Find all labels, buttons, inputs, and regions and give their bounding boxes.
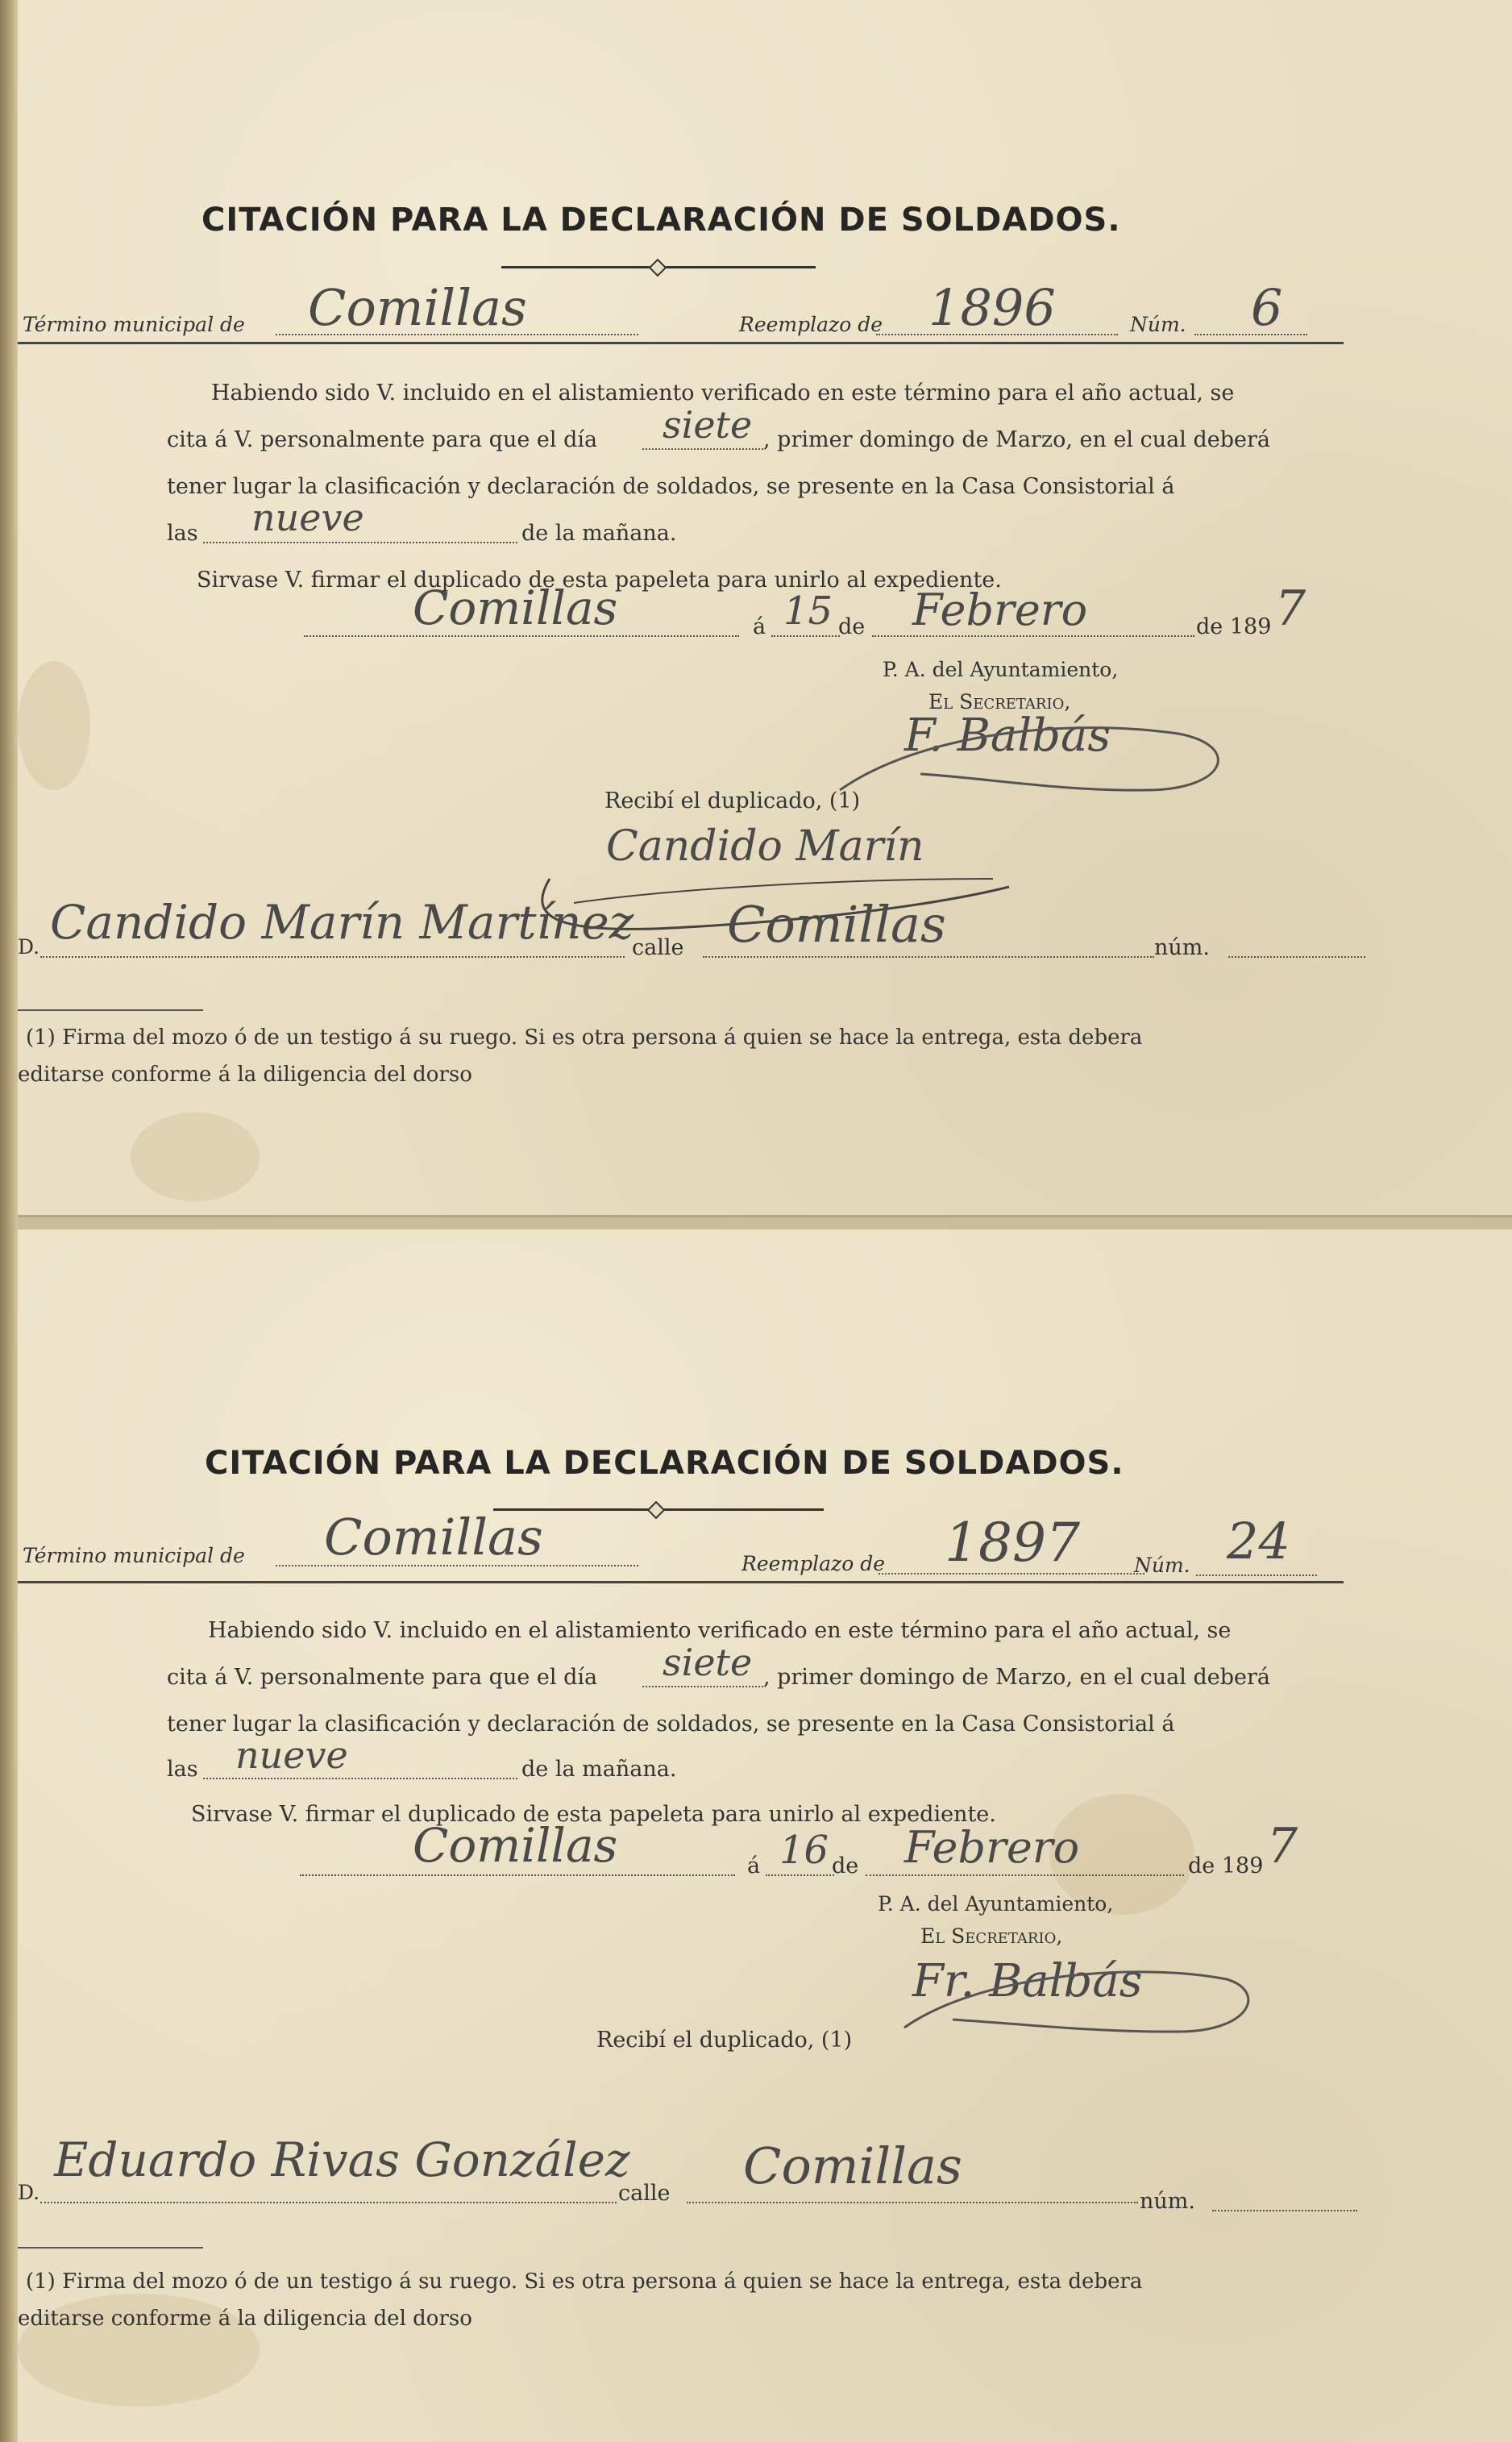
body-line-1: Habiendo sido V. incluido en el alistamiento verificado en este término para el año actual, se [208, 1618, 1232, 1643]
firma-secretario: F. Balbás [904, 709, 1111, 762]
nombre-value: Candido Marín Martínez [50, 895, 634, 950]
calle-line [687, 2202, 1138, 2203]
body-line-3: tener lugar la clasificación y declaración de soldados, se presente en la Casa Consistorial á [167, 1712, 1175, 1737]
body-line-1: Habiendo sido V. incluido en el alistamiento verificado en este término para el año actual, se [211, 381, 1235, 406]
paper-stain [18, 661, 90, 790]
num-label: Núm. [1130, 313, 1186, 336]
firma-secretario: Fr. Balbás [912, 1955, 1143, 2007]
de-anio-label: de 189 [1188, 1853, 1264, 1878]
book-binding [0, 0, 18, 2442]
las-label: las [167, 521, 198, 546]
sirvase-text: Sirvase V. firmar el duplicado de esta papeleta para unirlo al expediente. [197, 568, 1002, 593]
num-value: 6 [1251, 278, 1283, 337]
recibi-label: Recibí el duplicado, (1) [596, 2028, 853, 2053]
calle-value: Comillas [727, 895, 946, 954]
anio-value: 7 [1267, 1818, 1298, 1874]
a-label: á [753, 614, 766, 639]
secretario-flourish [888, 1955, 1259, 2044]
reemplazo-label: Reemplazo de [741, 1552, 885, 1575]
dia-fecha-line [771, 635, 840, 637]
reemplazo-label: Reemplazo de [739, 313, 883, 336]
citation-form-1 [18, 0, 1512, 1217]
secretario-flourish [824, 701, 1243, 806]
paper-stain [131, 1113, 260, 1201]
recibi-label: Recibí el duplicado, (1) [604, 788, 861, 813]
reemplazo-value: 1897 [945, 1512, 1080, 1574]
dia-line [642, 1686, 763, 1687]
sirvase-text: Sirvase V. firmar el duplicado de esta papeleta para unirlo al expediente. [191, 1802, 996, 1827]
municipio-label: Término municipal de [23, 1544, 245, 1567]
dia-fecha-value: 15 [783, 589, 833, 634]
num2-label: núm. [1154, 935, 1210, 960]
footnote-line-1: (1) Firma del mozo ó de un testigo á su ruego. Si es otra persona á quien se hace la entrega, esta debera [26, 2269, 1143, 2294]
mes-value: Febrero [912, 584, 1088, 635]
mes-line [872, 635, 1194, 637]
lugar-value: Comillas [413, 1818, 618, 1873]
d-label: D. [18, 935, 40, 959]
footnote-rule [18, 2247, 203, 2249]
hora-line [203, 542, 517, 543]
body-line-2b: , primer domingo de Marzo, en el cual deberá [763, 1665, 1270, 1690]
mes-line [866, 1874, 1184, 1876]
mes-value: Febrero [904, 1822, 1080, 1873]
calle-line [703, 956, 1154, 958]
dia-value: siete [663, 403, 753, 447]
a-label: á [747, 1853, 761, 1878]
dia-line [642, 448, 763, 450]
anio-value: 7 [1275, 580, 1306, 637]
secretario-label: El Secretario, [920, 1924, 1063, 1948]
num-line [1196, 1575, 1317, 1576]
body-line-2b: , primer domingo de Marzo, en el cual deberá [763, 427, 1270, 452]
lugar-line [304, 635, 739, 637]
num2-label: núm. [1140, 2189, 1195, 2214]
ornament-diamond [649, 259, 667, 277]
firma-mozo: Candido Marín [606, 822, 924, 871]
lugar-line [300, 1874, 735, 1876]
num2-line [1228, 956, 1365, 958]
reemplazo-value: 1896 [928, 278, 1056, 337]
de-label: de [838, 614, 866, 639]
pa-label: P. A. del Ayuntamiento, [878, 1892, 1114, 1916]
manana-label: de la mañana. [521, 521, 677, 546]
footnote-line-2: editarse conforme á la diligencia del dorso [18, 2307, 472, 2331]
manana-label: de la mañana. [521, 1757, 677, 1782]
nombre-line [40, 956, 625, 958]
calle-value: Comillas [743, 2136, 962, 2195]
num2-line [1212, 2210, 1357, 2211]
nombre-value: Eduardo Rivas González [54, 2132, 630, 2187]
num-value: 24 [1227, 1512, 1290, 1570]
de-anio-label: de 189 [1196, 614, 1272, 639]
de-label: de [832, 1853, 859, 1878]
calle-label: calle [618, 2181, 671, 2206]
header-rule [18, 342, 1344, 344]
body-line-3: tener lugar la clasificación y declaración de soldados, se presente en la Casa Consistorial á [167, 474, 1175, 499]
d-label: D. [18, 2181, 40, 2204]
lugar-value: Comillas [413, 580, 618, 635]
body-line-2a: cita á V. personalmente para que el día [167, 427, 598, 452]
footnote-rule [18, 1009, 203, 1011]
pa-label: P. A. del Ayuntamiento, [883, 658, 1119, 681]
hora-value: nueve [235, 1733, 348, 1777]
ornament-diamond [647, 1501, 666, 1520]
nombre-line [40, 2202, 617, 2203]
dia-fecha-line [766, 1874, 834, 1876]
las-label: las [167, 1757, 198, 1782]
footnote-line-2: editarse conforme á la diligencia del dorso [18, 1063, 472, 1087]
calle-label: calle [632, 935, 684, 960]
form-title: CITACIÓN PARA LA DECLARACIÓN DE SOLDADOS. [205, 1445, 1124, 1482]
hora-line [203, 1778, 517, 1779]
form-title: CITACIÓN PARA LA DECLARACIÓN DE SOLDADOS. [201, 202, 1121, 239]
dia-value: siete [663, 1641, 753, 1684]
municipio-value: Comillas [324, 1508, 543, 1566]
municipio-value: Comillas [308, 278, 527, 337]
citation-form-2 [18, 1229, 1512, 2442]
municipio-label: Término municipal de [23, 313, 245, 336]
header-rule [18, 1581, 1344, 1583]
num-label: Núm. [1134, 1554, 1190, 1577]
footnote-line-1: (1) Firma del mozo ó de un testigo á su ruego. Si es otra persona á quien se hace la entrega, esta debera [26, 1025, 1143, 1050]
dia-fecha-value: 16 [779, 1828, 829, 1873]
hora-value: nueve [251, 496, 364, 539]
secretario-label: El Secretario, [928, 690, 1071, 713]
body-line-2a: cita á V. personalmente para que el día [167, 1665, 598, 1690]
